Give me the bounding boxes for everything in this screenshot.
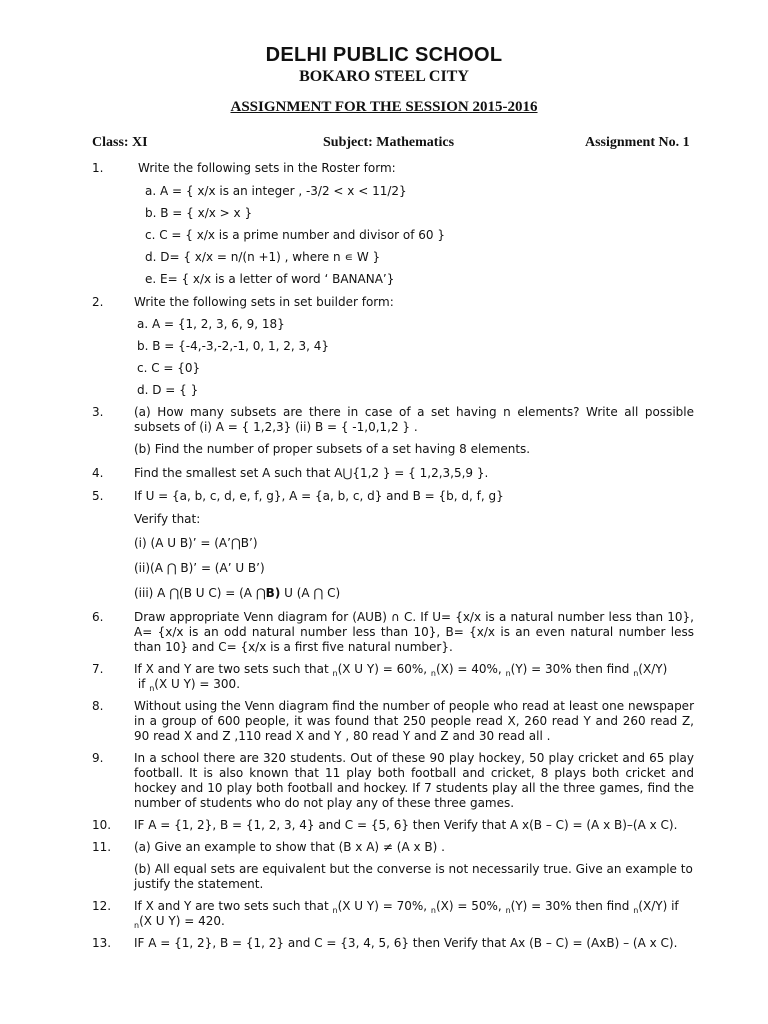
question-text-b: (b) Find the number of proper subsets of a set having 8 elements. xyxy=(134,442,531,456)
class-label: Class: XI xyxy=(92,135,148,150)
question-text: IF A = {1, 2}, B = {1, 2, 3, 4} and C = {5, 6} then Verify that A x(B – C) = (A x B)–(A x C). xyxy=(134,818,678,832)
question-text: If X and Y are two sets such that $_n$(X U Y) = 60%, $_n$(X) = 40%, $_n$(Y) = 30% then find $_n$(X/Y) if $_n$(X U Y) = 300. xyxy=(134,662,668,693)
q2-item-b: b. B = {-4,-3,-2,-1, 0, 1, 2, 3, 4} xyxy=(137,339,330,353)
q5-item-iii-post: U (A ⋂ C) xyxy=(280,586,341,600)
question-text-b: (b) All equal sets are equivalent but the converse is not necessarily true. Give an example to justify the statement. xyxy=(134,862,693,891)
q5-item-iii-pre: (iii) A ⋂(B U C) = (A ⋂ xyxy=(134,586,266,600)
question-text: Write the following sets in the Roster form: xyxy=(138,161,396,175)
question-text-a: (a) How many subsets are there in case of a set having n elements? Write all possible subsets of (i) A = { 1,2,3} (ii) B = { -1,0,1,2 } . xyxy=(134,405,694,434)
q1-item-c: c. C = { x/x is a prime number and divisor of 60 } xyxy=(145,228,446,242)
school-name: DELHI PUBLIC SCHOOL xyxy=(265,44,503,66)
q1-item-d: d. D= { x/x = n/(n +1) , where n ∊ W } xyxy=(145,250,381,264)
q2-item-c: c. C = {0} xyxy=(137,361,201,375)
q2-item-d: d. D = { } xyxy=(137,383,199,397)
question-number: 7. xyxy=(92,662,104,676)
question-text: Draw appropriate Venn diagram for (AUB) ∩ C. If U= {x/x is a natural number less than 10}, A= {x/x is an odd natural number less than 10}, B= {x/x is an even natural number less than 10} and C= {x/x is a first five natural number}. xyxy=(134,610,694,654)
subject-label: Subject: Mathematics xyxy=(323,135,455,150)
question-number: 5. xyxy=(92,489,104,503)
q2-item-a: a. A = {1, 2, 3, 6, 9, 18} xyxy=(137,317,285,331)
q5-item-i: (i) (A U B)’ = (A’⋂B’) xyxy=(134,536,258,550)
question-text: If X and Y are two sets such that $_n$(X U Y) = 70%, $_n$(X) = 50%, $_n$(Y) = 30% then find $_n$(X/Y) if $_n$(X U Y) = 420. xyxy=(134,899,679,930)
question-number: 1. xyxy=(92,161,104,175)
q5-item-iii-bold: B) xyxy=(265,586,281,600)
question-text-a: (a) Give an example to show that (B x A) ≠ (A x B) . xyxy=(134,840,445,854)
question-number: 4. xyxy=(92,466,104,480)
question-number: 11. xyxy=(92,840,112,854)
question-text: If U = {a, b, c, d, e, f, g}, A = {a, b, c, d} and B = {b, d, f, g} xyxy=(134,489,504,503)
question-number: 2. xyxy=(92,295,104,309)
question-text: In a school there are 320 students. Out of these 90 play hockey, 50 play cricket and 65 play football. It is also known that 11 play both football and cricket, 8 plays both cricket and hockey and 10 play both football and hockey. If 7 students play all the three games, find the number of students who do not play any of these three games. xyxy=(134,751,694,810)
school-city: BOKARO STEEL CITY xyxy=(299,68,469,85)
q1-item-e: e. E= { x/x is a letter of word ‘ BANANA’} xyxy=(145,272,395,286)
question-number: 6. xyxy=(92,610,104,624)
q1-item-a: a. A = { x/x is an integer , -3/2 < x < 11/2} xyxy=(145,184,407,198)
q1-item-b: b. B = { x/x > x } xyxy=(145,206,253,220)
assignment-number: Assignment No. 1 xyxy=(585,135,690,150)
question-text: Find the smallest set A such that A⋃{1,2 } = { 1,2,3,5,9 }. xyxy=(134,466,489,480)
question-number: 9. xyxy=(92,751,104,765)
question-number: 13. xyxy=(92,936,112,950)
q5-item-iii xyxy=(134,586,340,601)
session-title: ASSIGNMENT FOR THE SESSION 2015-2016 xyxy=(230,99,538,115)
question-text: Write the following sets in set builder form: xyxy=(134,295,394,309)
question-number: 8. xyxy=(92,699,104,713)
question-text: Without using the Venn diagram find the number of people who read at least one newspaper in a group of 600 people, it was found that 250 people read X, 260 read Y and 260 read Z, 90 read X and Z ,110 read X and Y , 80 read Y and Z and 30 read all . xyxy=(134,699,694,743)
question-number: 3. xyxy=(92,405,104,419)
question-number: 12. xyxy=(92,899,112,913)
question-number: 10. xyxy=(92,818,112,832)
question-text: IF A = {1, 2}, B = {1, 2} and C = {3, 4, 5, 6} then Verify that Ax (B – C) = (AxB) – (A x C). xyxy=(134,936,678,950)
q5-item-ii: (ii)(A ⋂ B)’ = (A’ U B’) xyxy=(134,561,265,575)
q5-verify: Verify that: xyxy=(134,512,201,526)
